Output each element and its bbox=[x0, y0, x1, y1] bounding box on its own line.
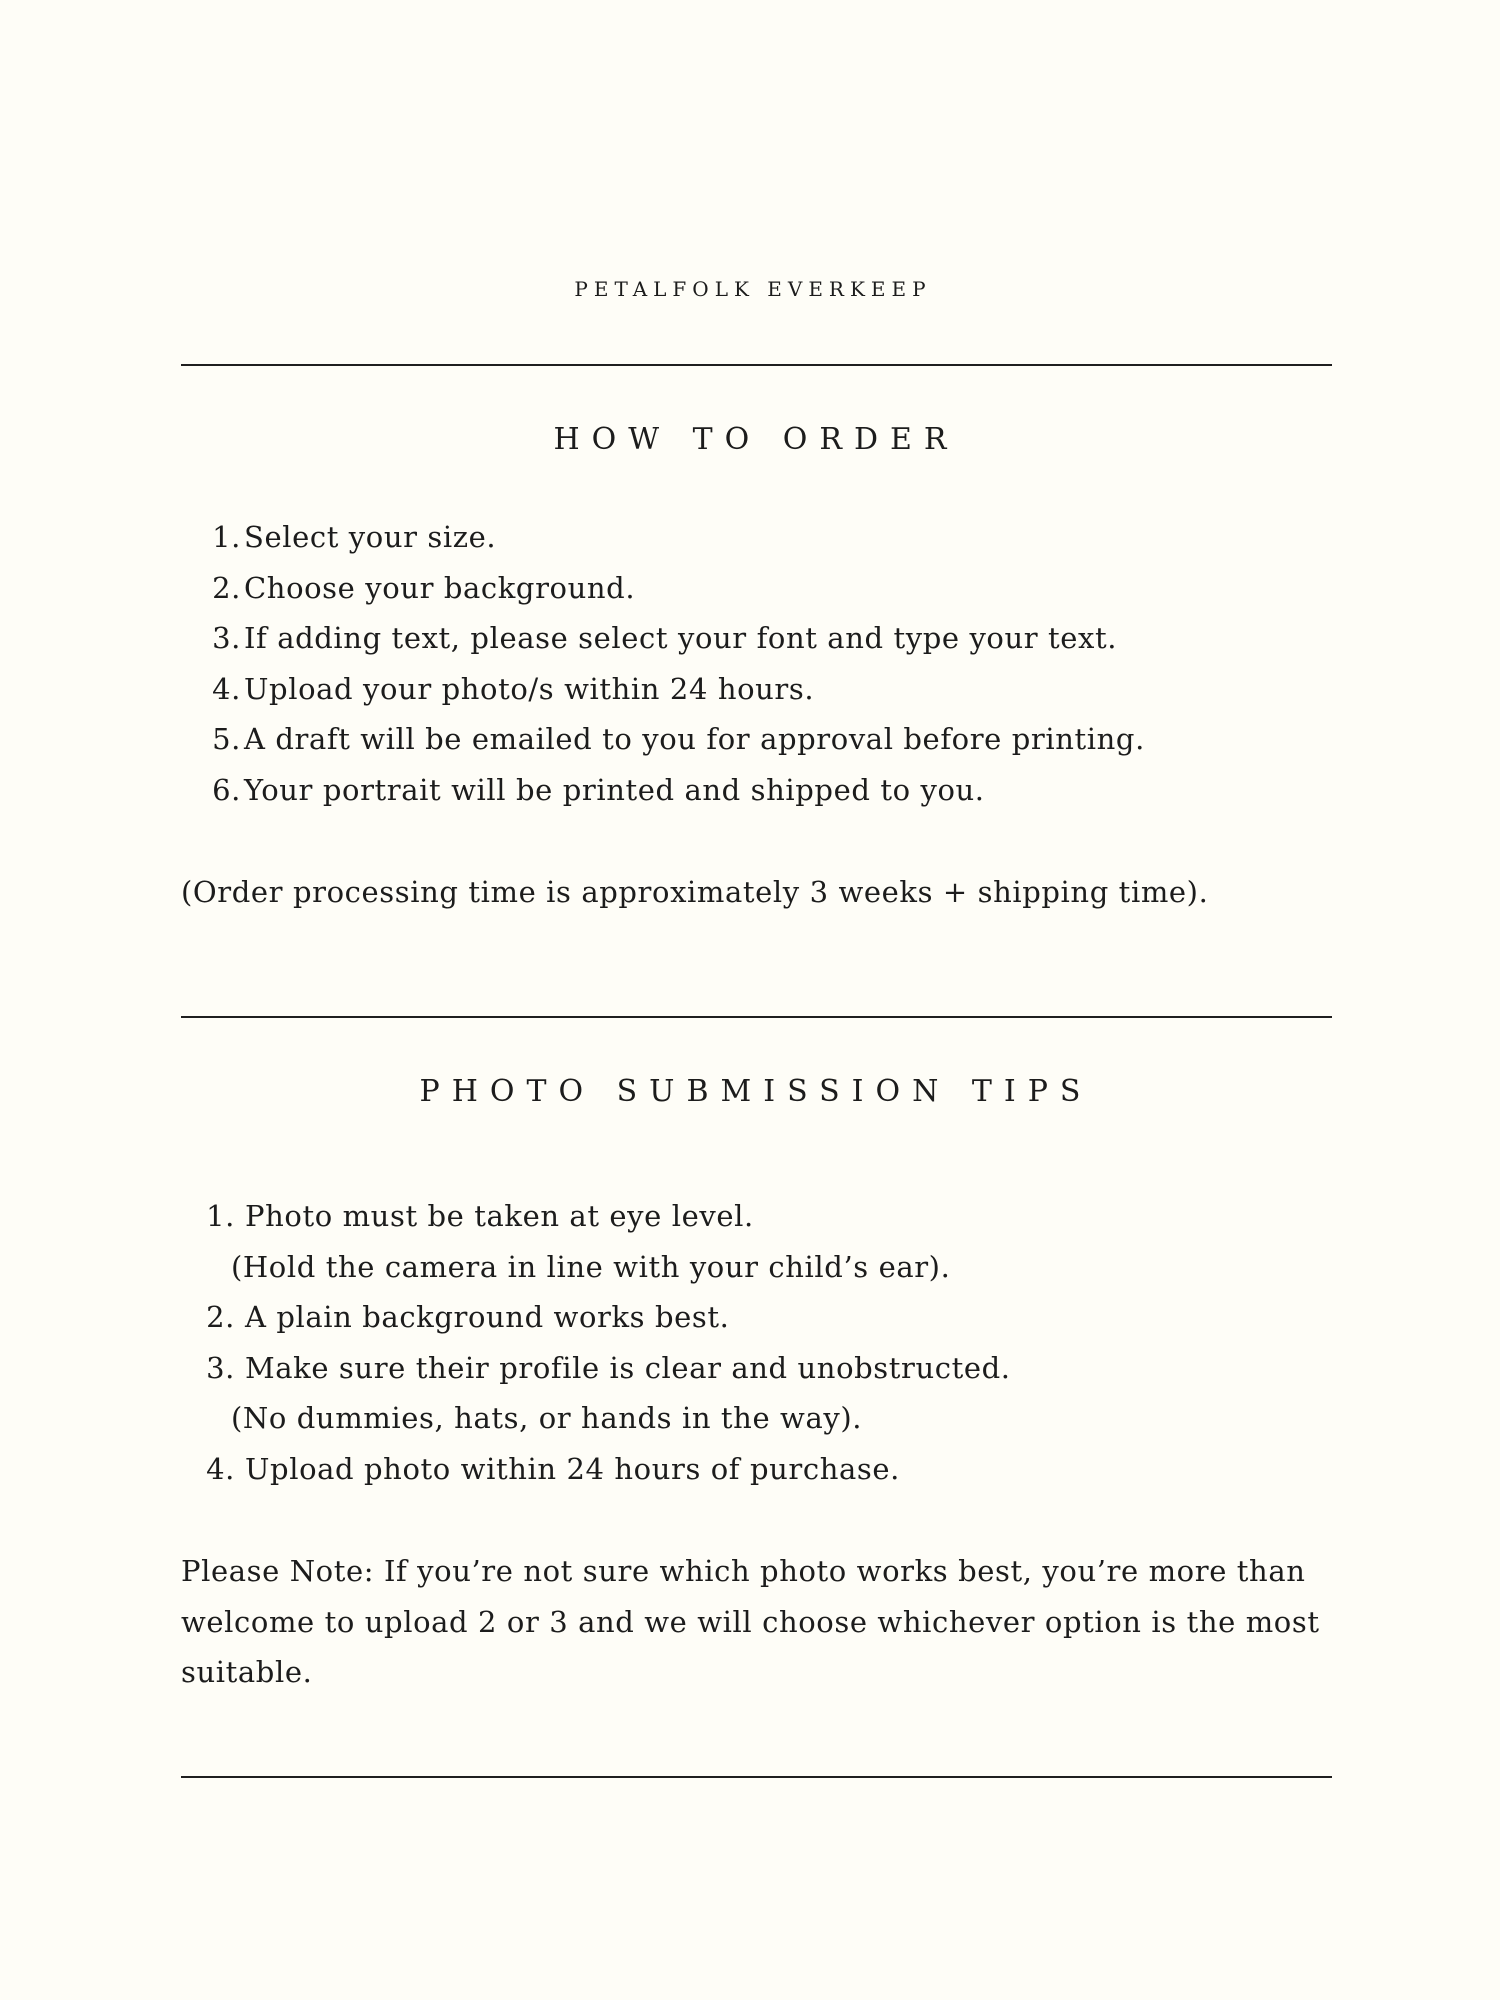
tip-text: Make sure their profile is clear and unobstructed. bbox=[245, 1350, 1011, 1385]
divider-bottom bbox=[181, 1776, 1332, 1778]
order-steps-list bbox=[181, 512, 1332, 815]
step-text: Upload your photo/s within 24 hours. bbox=[244, 671, 815, 706]
step-number: 4. bbox=[212, 671, 241, 706]
photo-tips-heading: PHOTO SUBMISSION TIPS bbox=[419, 1074, 1093, 1109]
tip-text: Upload photo within 24 hours of purchase. bbox=[245, 1451, 900, 1486]
tip-subtext: (Hold the camera in line with your child’s ear). bbox=[231, 1249, 951, 1284]
tip-text: Photo must be taken at eye level. bbox=[245, 1199, 754, 1233]
photo-tips-list bbox=[181, 1191, 1332, 1494]
order-step bbox=[181, 765, 1332, 816]
step-text: If adding text, please select your font and type your text. bbox=[244, 621, 1118, 655]
divider-middle bbox=[181, 1016, 1332, 1018]
step-number: 6. bbox=[212, 772, 241, 807]
step-number: 2. bbox=[212, 570, 241, 605]
processing-time-note: (Order processing time is approximately 3 weeks + shipping time). bbox=[181, 875, 1209, 909]
step-number: 5. bbox=[212, 722, 241, 756]
brand-name: PETALFOLK EVERKEEP bbox=[574, 277, 932, 301]
order-step bbox=[181, 664, 1332, 715]
tip-number: 4. bbox=[206, 1451, 235, 1486]
divider-top bbox=[181, 364, 1332, 366]
step-text: Your portrait will be printed and shipped to you. bbox=[244, 772, 985, 807]
order-step bbox=[181, 563, 1332, 614]
step-number: 3. bbox=[212, 621, 241, 655]
tip-subtext: (No dummies, hats, or hands in the way). bbox=[231, 1401, 863, 1435]
tip-item bbox=[181, 1343, 1332, 1444]
tip-item bbox=[181, 1292, 1332, 1343]
step-number: 1. bbox=[212, 520, 241, 554]
please-note-paragraph: Please Note: If you’re not sure which photo works best, you’re more than welcome to upload 2 or 3 and we will choose whichever option is the most suitable. bbox=[181, 1554, 1320, 1689]
tip-number: 2. bbox=[206, 1300, 235, 1334]
tip-text: A plain background works best. bbox=[245, 1300, 730, 1334]
step-text: Choose your background. bbox=[244, 570, 636, 605]
how-to-order-heading: HOW TO ORDER bbox=[553, 422, 959, 457]
step-text: A draft will be emailed to you for approval before printing. bbox=[244, 722, 1145, 756]
order-step bbox=[181, 714, 1332, 765]
order-step bbox=[181, 613, 1332, 664]
tip-item bbox=[181, 1191, 1332, 1292]
tip-number: 1. bbox=[206, 1199, 235, 1233]
order-step bbox=[181, 512, 1332, 563]
step-text: Select your size. bbox=[244, 520, 497, 554]
tip-number: 3. bbox=[206, 1350, 235, 1385]
tip-item bbox=[181, 1444, 1332, 1495]
